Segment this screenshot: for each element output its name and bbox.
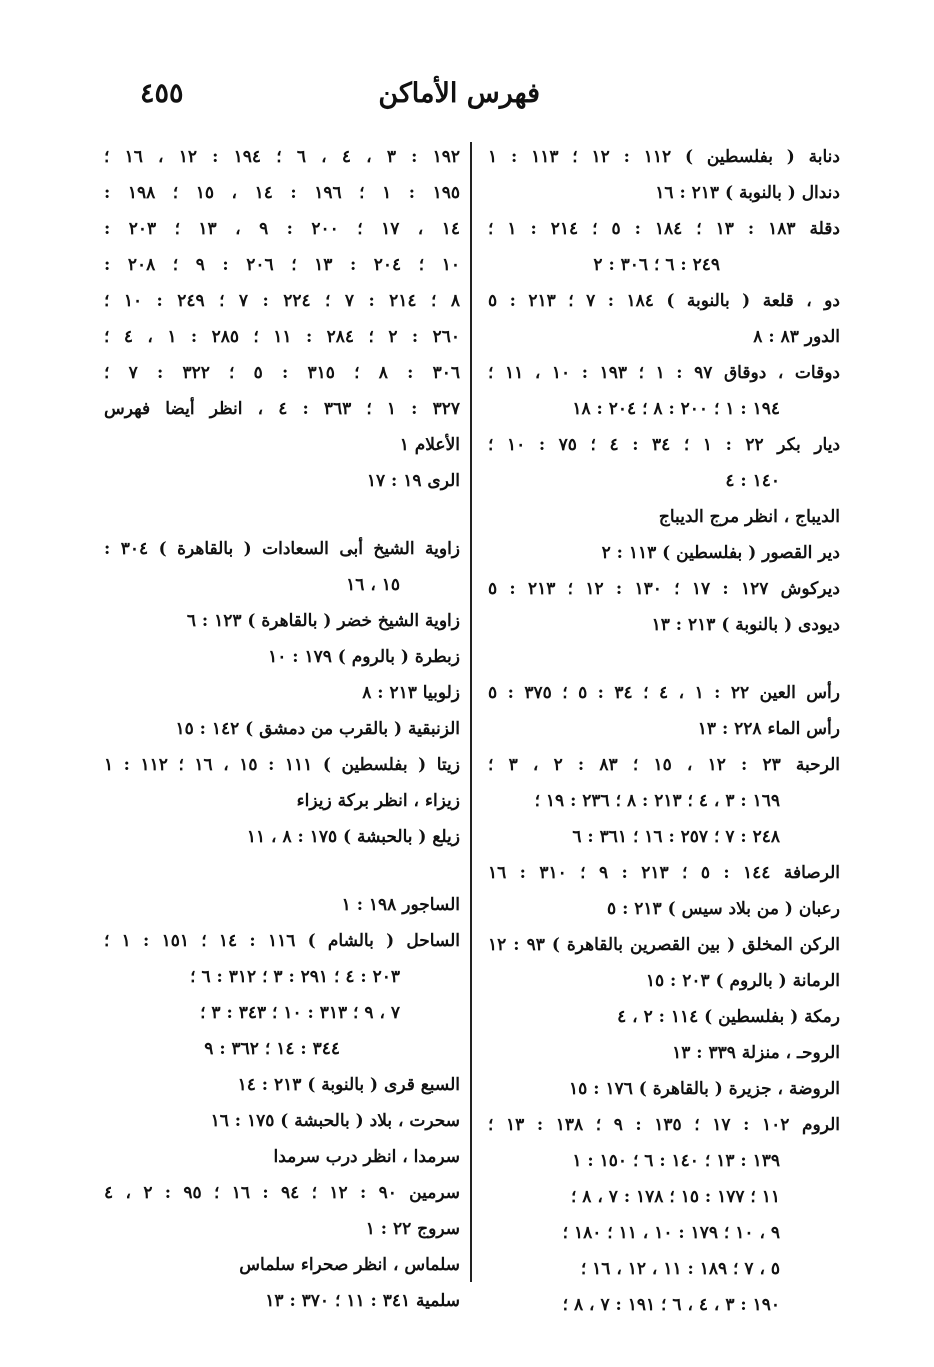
index-line: الساجور ١٩٨ : ١ [341,895,460,915]
index-line: ١٩٤ : ١ ؛ ٢٠٠ : ٨ ؛ ٢٠٤ : ١٨ [572,399,780,419]
index-line: دقلة ١٨٣ : ١٣ ؛ ١٨٤ : ٥ ؛ ٢١٤ : ١ ؛ [488,219,840,239]
index-line: زلوبيا ٢١٣ : ٨ [362,683,460,703]
index-column-left [104,139,460,1319]
index-line: ١٩٢ : ٣ ، ٤ ، ٦ ؛ ١٩٤ : ١٢ ، ١٦ ؛ [104,147,460,167]
index-line: رعبان ( من بلاد سيس ) ٢١٣ : ٥ [607,899,840,919]
index-line: ٨ ؛ ٢١٤ : ٧ ؛ ٢٢٤ : ٧ ؛ ٢٤٩ : ١٠ ؛ [104,291,460,311]
index-line: الدور ٨٣ : ٨ [753,327,840,347]
index-line: رأس العين ٢٢ : ١ ، ٤ ؛ ٣٤ : ٥ ؛ ٣٧٥ : ٥ [488,683,840,703]
index-line: الرى ١٩ : ١٧ [366,471,460,491]
index-line: زيتا ( بفلسطين ) ١١١ : ١٥ ، ١٦ ؛ ١١٢ : ١ [104,755,460,775]
index-line: ٢٤٩ : ٦ ؛ ٣٠٦ : ٢ [593,255,720,275]
index-line: الزنبقية ( بالقرب من دمشق ) ١٤٢ : ١٥ [175,719,460,739]
index-line: ٢٤٨ : ٧ ؛ ٢٥٧ : ١٦ ؛ ٣٦١ : ٦ [572,827,780,847]
index-line: الأعلام ١ [399,435,460,455]
index-line: رأس الماء ٢٢٨ : ١٣ [697,719,840,739]
page-title: فهرس الأماكن [378,78,540,109]
index-line: ٥ ، ٧ ؛ ١٨٩ : ١١ ، ١٢ ، ١٦ ؛ [580,1259,780,1279]
index-line: السبع قرى ( بالنوبة ) ٢١٣ : ١٤ [237,1075,460,1095]
index-line: الروضة ، جزيرة ( بالقاهرة ) ١٧٦ : ١٥ [569,1079,840,1099]
index-line: ديار بكر ٢٢ : ١ ؛ ٣٤ : ٤ ؛ ٧٥ : ١٠ ؛ [488,435,840,455]
index-line: الركن المخلق ( بين القصرين بالقاهرة ) ٩٣ : ١٢ [488,935,840,955]
page-header [0,78,934,118]
index-line: سرمين ٩٠ : ١٢ ؛ ٩٤ : ١٦ ؛ ٩٥ : ٢ ، ٤ [104,1183,460,1203]
index-column-right [488,139,840,1323]
section-gap [488,643,840,675]
index-line: رمكة ( بفلسطين ) ١١٤ : ٢ ، ٤ [617,1007,840,1027]
section-gap [104,499,460,531]
index-line: زيلع ( بالحبشة ) ١٧٥ : ٨ ، ١١ [246,827,460,847]
index-line: ١٩٥ : ١ ؛ ١٩٦ : ١٤ ، ١٥ ؛ ١٩٨ : [104,183,460,203]
index-line: ٣٠٦ : ٨ ؛ ٣١٥ : ٥ ؛ ٣٢٢ : ٧ ؛ [104,363,460,383]
index-line: الرمانة ( بالروم ) ٢٠٣ : ١٥ [645,971,840,991]
index-line: ١٣٩ : ١٣ ؛ ١٤٠ : ٦ ؛ ١٥٠ : ١ [572,1151,780,1171]
index-line: زاوية الشيخ أبى السعادات ( بالقاهرة ) ٣٠٤ : [104,539,460,559]
index-line: الرصافة ١٤٤ : ٥ ؛ ٢١٣ : ٩ ؛ ٣١٠ : ١٦ [488,863,840,883]
index-line: ١٥ ، ١٦ [346,575,400,595]
index-line: ١٩٠ : ٣ ، ٤ ، ٦ ؛ ١٩١ : ٧ ، ٨ ؛ [562,1295,780,1315]
index-line: دو ، قلعة ( بالنوبة ) ١٨٤ : ٧ ؛ ٢١٣ : ٥ [488,291,840,311]
column-divider [470,142,472,1282]
index-line: سروج ٢٢ : ١ [365,1219,460,1239]
index-line: دوقات ، دوقاق ٩٧ : ١ ؛ ١٩٣ : ١٠ ، ١١ ؛ [488,363,840,383]
index-line: الروحـ ، منزلة ٣٣٩ : ١٣ [672,1043,840,1063]
index-line: ٢٦٠ : ٢ ؛ ٢٨٤ : ١١ ؛ ٢٨٥ : ١ ، ٤ ؛ [104,327,460,347]
index-line: ٣٤٤ : ١٤ ؛ ٣٦٢ : ٩ [204,1039,340,1059]
index-line: الرحبة ٢٣ : ١٢ ، ١٥ ؛ ٨٣ : ٢ ، ٣ ؛ [488,755,840,775]
index-line: ١٠ ؛ ٢٠٤ : ١٣ ؛ ٢٠٦ : ٩ ؛ ٢٠٨ : [104,255,460,275]
index-line: زاوية الشيخ خضر ( بالقاهرة ) ١٢٣ : ٦ [186,611,460,631]
index-line: الروم ١٠٢ : ١٧ ؛ ١٣٥ : ٩ ؛ ١٣٨ : ١٣ ؛ [488,1115,840,1135]
index-line: سرمدا ، انظر درب سرمدا [273,1147,460,1167]
index-line: ٢٠٣ : ٤ ؛ ٢٩١ : ٣ ؛ ٣١٢ : ٦ ؛ [190,967,400,987]
index-line: سلمية ٣٤١ : ١١ ؛ ٣٧٠ : ١٣ [265,1291,460,1311]
index-line: ٧ ، ٩ ؛ ٣١٣ : ١٠ ؛ ٣٤٣ : ٣ ؛ [200,1003,400,1023]
index-line: ١٤ ، ١٧ ؛ ٢٠٠ : ٩ ، ١٣ ؛ ٢٠٣ : [104,219,460,239]
index-line: دنابة ( بفلسطين ) ١١٢ : ١٢ ؛ ١١٣ : ١ [488,147,840,167]
index-line: زبطرة ( بالروم ) ١٧٩ : ١٠ [268,647,460,667]
index-line: ديركوش ١٢٧ : ١٧ ؛ ١٣٠ : ١٢ ؛ ٢١٣ : ٥ [488,579,840,599]
index-line: ١١ ؛ ١٧٧ : ١٥ ؛ ١٧٨ : ٧ ، ٨ ؛ [570,1187,780,1207]
index-line: ١٤٠ : ٤ [725,471,780,491]
index-line: الديباج ، انظر مرج الديباج [658,507,840,527]
index-line: الساحل ( بالشام ) ١١٦ : ١٤ ؛ ١٥١ : ١ ؛ [104,931,460,951]
section-gap [104,855,460,887]
index-line: دندال ( بالنوبة ) ٢١٣ : ١٦ [655,183,840,203]
index-line: ٩ ، ١٠ ؛ ١٧٩ : ١٠ ، ١١ ؛ ١٨٠ ؛ [562,1223,780,1243]
index-line: ديودى ( بالنوبة ) ٢١٣ : ١٣ [651,615,840,635]
index-line: سلماس ، انظر صحراء سلماس [239,1255,460,1275]
index-line: دير القصور ( بفلسطين ) ١١٣ : ٢ [601,543,840,563]
index-line: سحرت ، بلاد ( بالحبشة ) ١٧٥ : ١٦ [210,1111,460,1131]
index-line: ١٦٩ : ٣ ، ٤ ؛ ٢١٣ : ٨ ؛ ٢٣٦ : ١٩ ؛ [534,791,780,811]
page-number: ٤٥٥ [140,78,184,109]
index-line: ٣٢٧ : ١ ؛ ٣٦٣ : ٤ ، انظر أيضا فهرس [104,399,460,419]
index-line: زيزاء ، انظر بركة زيزاء [296,791,460,811]
